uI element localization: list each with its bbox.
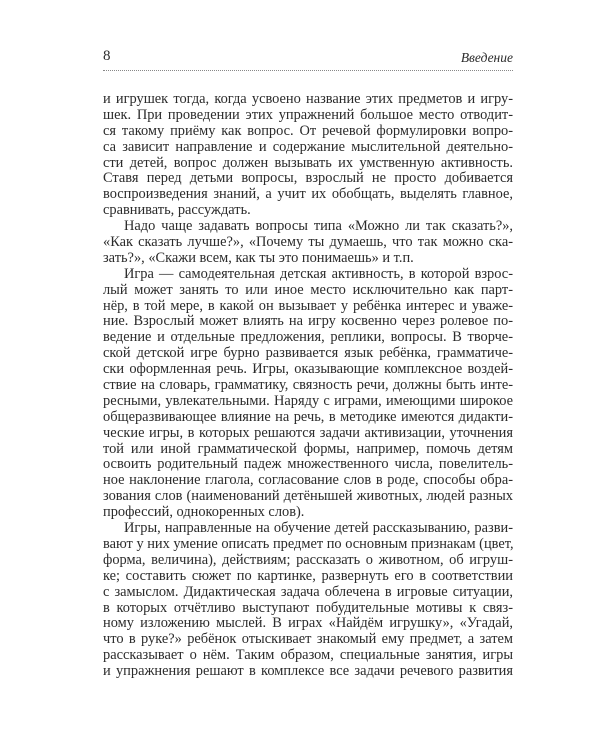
text-line: зования слов (наименований детёнышей животных, людей разных <box>103 488 513 505</box>
text-line: ствие на словарь, грамматику, связность речи, должны быть инте- <box>103 377 513 394</box>
text-line: ся такому приёму как вопрос. От речевой формулировки вопро- <box>103 122 513 139</box>
text-line: са зависит направление и содержание мыслительной деятельно- <box>103 138 513 155</box>
running-header <box>103 48 513 71</box>
text-line: сравнивать, рассуждать. <box>103 202 251 219</box>
text-line: освоить родительный падеж множественного числа, повелитель- <box>103 456 513 473</box>
text-line: нёр, в той мере, в какой он вызывает у ребёнка интерес и уваже- <box>103 297 513 314</box>
text-line: шек. При проведении этих упражнений большое место отводит- <box>103 106 513 123</box>
text-line: в которых отчётливо выступают побудительные мотивы к связ- <box>103 599 513 616</box>
text-line: ние. Взрослый может влиять на игру косвенно через ролевое по- <box>103 313 513 330</box>
text-line: воспроизведения знаний, а учит их обобщать, выделять главное, <box>103 186 513 203</box>
text-line: зать?», «Скажи всем, как ты это понимаешь» и т.п. <box>103 249 414 266</box>
text-line: и упражнения решают в комплексе все задачи речевого развития <box>103 663 513 680</box>
text-line: Игра — самодеятельная детская активность, в которой взрос- <box>124 265 513 282</box>
text-line: сти детей, вопрос должен вызывать их умственную активность. <box>103 154 513 171</box>
text-line: ческие игры, в которых решаются задачи активизации, уточнения <box>103 424 513 441</box>
text-line: общеразвивающее влияние на речь, в методике имеются дидакти- <box>103 408 513 425</box>
text-line: профессий, однокоренных слов). <box>103 504 305 521</box>
text-line: Ставя перед детьми вопросы, взрослый не просто добивается <box>103 170 513 187</box>
text-line: Надо чаще задавать вопросы типа «Можно ли так сказать?», <box>124 218 513 235</box>
paragraph <box>103 92 513 219</box>
text-line: с замыслом. Дидактическая задача облечена в игровые ситуации, <box>103 583 513 600</box>
running-title: Введение <box>460 50 513 65</box>
text-line: и игрушек тогда, когда усвоено название этих предметов и игру- <box>103 91 513 107</box>
text-line: ски оформленная речь. Игры, оказывающие комплексное воздей- <box>103 361 513 378</box>
text-line: Игры, направленные на обучение детей рассказыванию, разви- <box>124 520 513 537</box>
text-line: ное наклонение глагола, согласование слов в роде, способы обра- <box>103 472 513 489</box>
text-line: «Как сказать лучше?», «Почему ты думаешь, что так можно ска- <box>103 234 513 251</box>
text-line: рассказывает о нём. Таким образом, специальные занятия, игры <box>103 647 513 664</box>
page-number: 8 <box>103 48 111 64</box>
text-line: ному изложению мыслей. В играх «Найдём игрушку», «Угадай, <box>103 615 513 632</box>
text-line: той или иной грамматической формы, например, помочь детям <box>103 440 513 457</box>
text-line: вают у них умение описать предмет по основным признакам (цвет, <box>103 535 514 552</box>
page-body <box>103 92 513 680</box>
paragraph <box>103 267 513 521</box>
paragraph <box>103 521 513 680</box>
text-line: ведение и отдельные предложения, реплики, вопросы. В творче- <box>103 329 513 346</box>
paragraph <box>103 219 513 267</box>
text-line: форма, величина), действиям; рассказать о животном, об игруш- <box>103 551 513 568</box>
text-line: ресными, увлекательными. Наряду с играми, имеющими широкое <box>103 392 513 409</box>
text-line: ской детской игре бурно развивается язык ребёнка, грамматиче- <box>103 345 513 362</box>
text-line: лый может занять то или иное место исключительно как парт- <box>103 281 513 298</box>
text-line: ке; составить сюжет по картинке, развернуть его в соответствии <box>103 567 513 584</box>
text-line: что в руке?» ребёнок отыскивает знакомый ему предмет, а затем <box>103 631 513 648</box>
